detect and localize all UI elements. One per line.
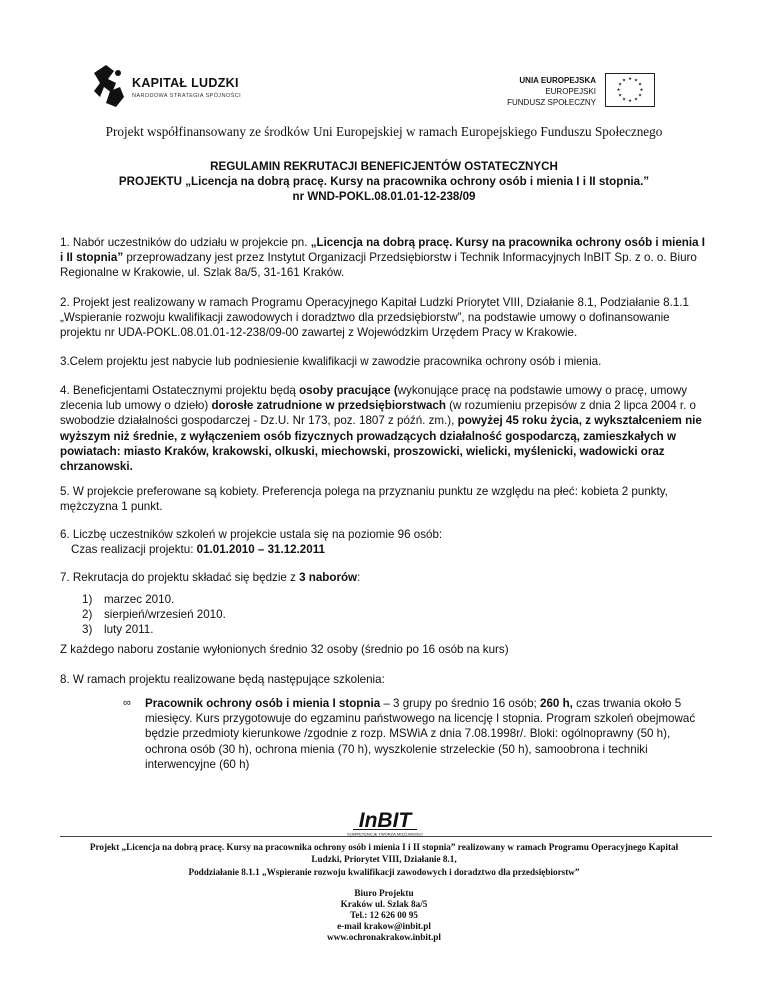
list-item-number: 3) <box>82 623 93 637</box>
p6-duration-label: Czas realizacji projektu: <box>71 543 197 557</box>
training-groups: – 3 grupy po średnio 16 osób; <box>380 697 541 710</box>
p5-line-2: mężczyzna 1 punkt. <box>60 500 163 514</box>
training-line-2: miesięcy. Kurs przygotowuje do egzaminu państwowego na licencję I stopnia. Program szkoleń obejmować <box>145 712 696 726</box>
p6-duration-dates: 01.01.2010 – 31.12.2011 <box>196 543 325 557</box>
p7-recruitment-count: 3 naborów <box>299 571 358 584</box>
training-duration: czas trwania około 5 <box>572 697 682 710</box>
kapital-ludzki-subtitle: NARODOWA STRATEGIA SPÓJNOŚCI <box>132 93 241 99</box>
training-line-4: ochrona osób (30 h), ochrona mienia (70 h), wyszkolenie strzeleckie (50 h), samoobrona i techniki <box>145 742 648 756</box>
footer-line-2: Ludzki, Priorytet VIII, Działanie 8.1, <box>311 854 457 865</box>
p1-text-d: przeprowadzany jest przez Instytut Organizacji Przedsiębiorstw i Technik Informacyjnych InBIT Sp. z o. o. Biuro <box>123 251 697 265</box>
paragraph-5 <box>60 484 712 514</box>
p4-text-d: zlecenia lub umowy o dzieło) <box>60 399 212 413</box>
p2-line-1: 2. Projekt jest realizowany w ramach Programu Operacyjnego Kapitał Ludzki Priorytet VIII, Działanie 8.1, Podziałanie 8.1.1 <box>60 296 689 309</box>
p1-text-a: 1. Nabór uczestników do udziału w projekcie pn. <box>60 236 311 249</box>
p4-age-criteria: powyżej 45 roku życia, z wykształceniem nie <box>457 414 702 428</box>
paragraph-8 <box>60 672 712 687</box>
svg-text:★: ★ <box>617 93 623 99</box>
p4-text-k: chrzanowski. <box>60 460 133 474</box>
svg-text:★: ★ <box>621 78 627 84</box>
list-item-text: sierpień/wrzesień 2010. <box>104 608 226 622</box>
list-item <box>82 607 226 622</box>
p7-text-a: 7. Rekrutacja do projektu składać się będzie z <box>60 571 300 584</box>
p4-text-c: wykonujące pracę na podstawie umowy o pracę, umowy <box>397 384 688 397</box>
p4-text-a: 4. Beneficjentami Ostatecznymi projektu będą <box>60 384 300 397</box>
contact-address: Kraków ul. Szlak 8a/5 <box>340 899 428 909</box>
paragraph-1 <box>60 235 712 281</box>
footer-contact <box>0 888 768 943</box>
inbit-logo-text: InBIT <box>358 809 412 832</box>
p5-line-1: 5. W projekcie preferowane są kobiety. Preferencja polega na przyznaniu punktu ze względu na płeć: kobieta 2 punkty, <box>60 485 668 498</box>
list-item-text: luty 2011. <box>104 623 154 637</box>
kapital-ludzki-logo <box>92 63 272 113</box>
paragraph-4 <box>60 383 712 474</box>
paragraph-6 <box>60 527 712 557</box>
p4-text-g: swobodzie działalności gospodarczej - Dz.U. Nr 173, poz. 1807 z późń. zm.), <box>60 414 458 428</box>
list-item <box>82 592 226 607</box>
list-item <box>82 622 226 637</box>
p3-line: 3.Celem projektu jest nabycie lub podniesienie kwalifikacji w zawodzie pracownika ochrony osób i mienia. <box>60 355 602 368</box>
infinity-bullet-icon: ∞ <box>123 697 131 709</box>
p1-project-name: „Licencja na dobrą pracę. Kursy na pracownika ochrony osób i mienia I <box>310 236 705 249</box>
svg-text:★: ★ <box>637 82 643 88</box>
p7-after-text: Z każdego naboru zostanie wyłonionych średnio 32 osoby (średnio po 16 osób na kurs) <box>60 643 509 656</box>
svg-text:★: ★ <box>617 82 623 88</box>
recruitment-list <box>82 592 226 638</box>
title-line-1: REGULAMIN REKRUTACJI BENEFICJENTÓW OSTATECZNYCH <box>210 160 558 173</box>
p4-text-i: wyższym niż średnie, z wyłączeniem osób fizycznych prowadzących działalność gospodarczą, zamieszkałych w <box>60 429 676 443</box>
p4-employed-adults: dorosłe zatrudnione w przedsiębiorstwach <box>211 399 446 413</box>
paragraph-7 <box>60 570 712 585</box>
svg-text:★: ★ <box>639 88 644 93</box>
inbit-logo-tagline: KOMPETENCJE TWORZĄ MOŻLIWOŚCI <box>347 831 423 837</box>
footer-divider <box>60 836 712 837</box>
p4-text-j: powiatach: miasto Kraków, krakowski, olkuski, miechowski, proszowicki, wielicki, myślenicki, wadowicki oraz <box>60 444 665 458</box>
contact-office: Biuro Projektu <box>354 888 414 898</box>
contact-phone: Tel.: 12 626 00 95 <box>350 910 418 920</box>
list-item-number: 1) <box>82 593 93 606</box>
svg-text:★: ★ <box>633 97 639 103</box>
kapital-ludzki-title: KAPITAŁ LUDZKI <box>132 76 239 90</box>
training-hours: 260 h, <box>540 697 573 710</box>
eu-logo-text <box>500 75 596 108</box>
paragraph-3 <box>60 354 712 369</box>
eu-flag-icon <box>605 73 655 107</box>
p4-working-persons: osoby pracujące ( <box>299 384 398 397</box>
footer-line-1: Projekt „Licencja na dobrą pracę. Kursy na pracownika ochrony osób i mienia I i II stopnia” realizowany w ramach Programu Operacyjnego Kapitał <box>89 842 679 852</box>
svg-text:★: ★ <box>616 88 621 93</box>
title-line-2: PROJEKTU „Licencja na dobrą pracę. Kursy na pracownika ochrony osób i mienia I i II stopnia.” <box>118 175 650 188</box>
svg-text:★: ★ <box>621 97 627 103</box>
inbit-logo <box>335 808 435 838</box>
cofinancing-statement: Projekt współfinansowany ze środków Uni Europejskiej w ramach Europejskiego Funduszu Społecznego <box>105 124 663 139</box>
document-title <box>0 159 768 204</box>
p2-line-2: „Wspieranie rozwoju kwalifikacji zawodowych i doradztwo dla przedsiębiorstw”, na podstawie umowy o dofinansowanie <box>60 311 670 325</box>
paragraph-7-after <box>60 642 712 657</box>
contact-website: www.ochronakrakow.inbit.pl <box>327 932 441 942</box>
eu-logo-line3: FUNDUSZ SPOŁECZNY <box>507 98 596 107</box>
svg-text:★: ★ <box>637 93 643 99</box>
p4-text-f: (w rozumieniu przepisów z dnia 2 lipca 2004 r. o <box>445 399 696 413</box>
list-item-text: marzec 2010. <box>104 593 175 606</box>
paragraph-2 <box>60 295 712 341</box>
p2-line-3: projektu nr UDA-POKL.08.01.01-12-238/09-00 zawartej z Wojewódzkim Urzędem Pracy w Krakowie. <box>60 326 578 340</box>
training-name: Pracownik ochrony osób i mienia I stopnia <box>145 697 381 710</box>
svg-text:★: ★ <box>627 77 633 82</box>
kapital-ludzki-emblem-icon <box>92 63 126 109</box>
svg-text:★: ★ <box>627 99 633 104</box>
list-item-number: 2) <box>82 608 93 622</box>
p1-text-e: Regionalne w Krakowie, ul. Szlak 8a/5, 31-161 Kraków. <box>60 266 345 280</box>
eu-logo-line2: EUROPEJSKI <box>545 87 596 96</box>
training-line-5: interwencyjne (60 h) <box>145 757 250 771</box>
title-line-3: nr WND-POKL.08.01.01-12-238/09 <box>292 190 476 203</box>
contact-email: e-mail krakow@inbit.pl <box>337 921 431 931</box>
eu-logo-line1: UNIA EUROPEJSKA <box>519 76 596 85</box>
footer-line-3: Poddziałanie 8.1.1 „Wspieranie rozwoju kwalifikacji zawodowych i doradztwo dla przedsiębiorstw” <box>188 866 580 877</box>
svg-text:★: ★ <box>633 78 639 84</box>
p7-text-c: : <box>357 571 361 584</box>
eu-logo <box>500 75 660 115</box>
training-item-1 <box>145 696 705 772</box>
p1-project-name-end: i II stopnia” <box>60 251 124 265</box>
training-line-3: będzie przedmioty kierunkowe /zgodnie z rozp. MSWiA z dnia 7.08.1998r/. Bloki: ogólnoprawny (50 h), <box>145 727 671 741</box>
p8-intro: 8. W ramach projektu realizowane będą następujące szkolenia: <box>60 673 385 686</box>
inbit-logo-icon <box>335 808 435 838</box>
footer-project-info <box>0 841 768 878</box>
p6-line-1: 6. Liczbę uczestników szkoleń w projekcie ustala się na poziomie 96 osób: <box>60 528 443 541</box>
